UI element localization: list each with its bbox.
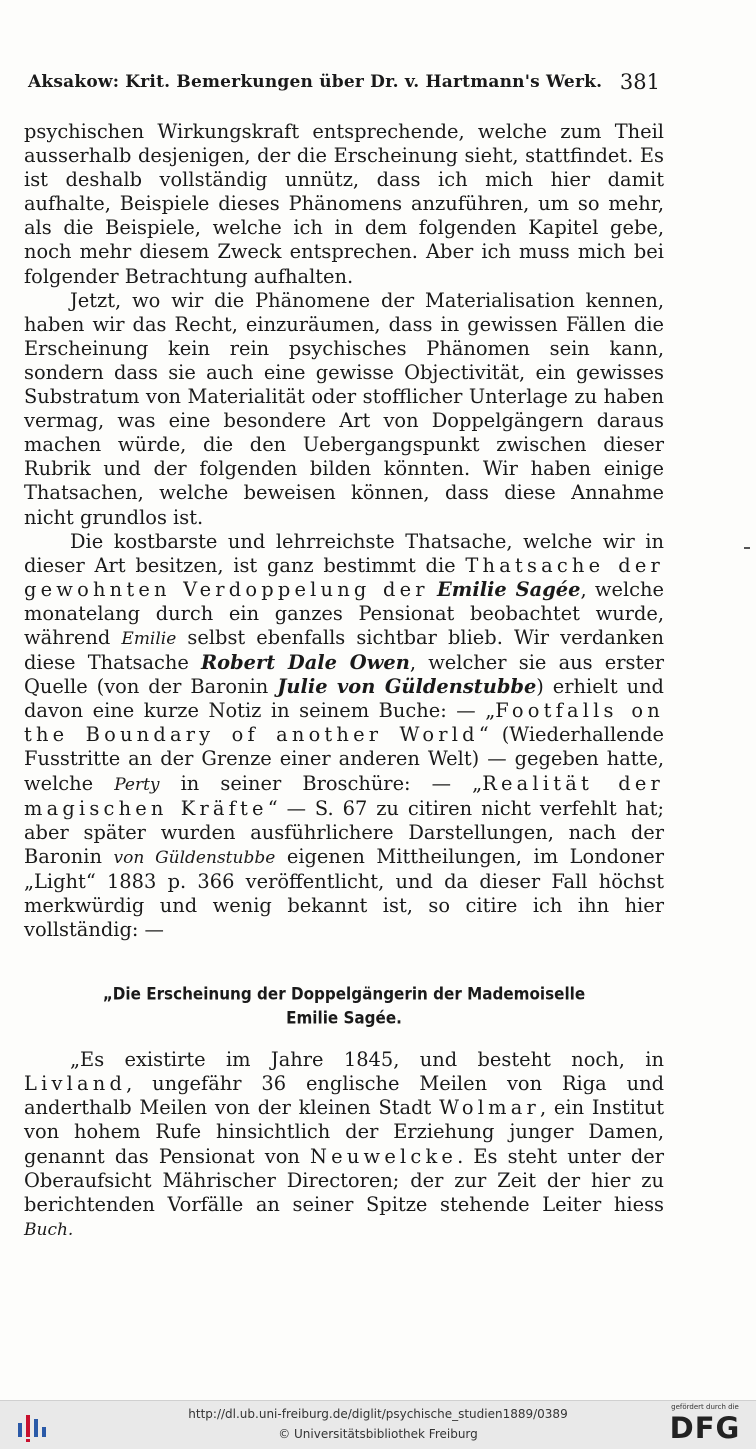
p3-text-c: selbst ebenfalls sichtbar blieb. Wir verdanken diese Thatsache bbox=[24, 625, 664, 675]
book-title-footfalls: Footfalls on the Boundary of another World bbox=[24, 699, 664, 747]
viewer-footer bbox=[0, 1400, 756, 1449]
name-buch: Buch. bbox=[24, 1219, 74, 1240]
margin-mark bbox=[744, 547, 750, 549]
book-title-realitaet: Realität der magischen Kräfte bbox=[24, 771, 665, 820]
place-wolmar: Wolmar bbox=[439, 1096, 540, 1120]
section-title bbox=[24, 982, 664, 1030]
name-emilie-sagee: Emilie Sagée bbox=[437, 577, 581, 601]
p4-text-a: „Es existirte im Jahre 1845, und besteht noch, in bbox=[70, 1048, 664, 1072]
copyright-notice: © Universitätsbibliothek Freiburg bbox=[278, 1427, 478, 1441]
body-text bbox=[24, 120, 664, 1242]
p3-text-i: eigenen Mittheilungen, im Londoner „Light“ 1883 p. 366 veröffentlicht, und da dieser Fall höchst merkwürdig und wenig bekannt ist, so citire ich ihn hier vollständig: — bbox=[24, 844, 664, 942]
p3-text-a: Die kostbarste und lehrreichste Thatsache, welche wir in dieser Art besitzen, ist ganz bestimmt die bbox=[24, 529, 664, 577]
p3-spaced-a: Thatsache der gewohnten Verdoppelung der bbox=[24, 553, 664, 601]
p4-text-c: , ein Institut von hohem Rufe hinsichtlich der Erziehung junger Damen, genannt das Pensionat von bbox=[24, 1096, 665, 1168]
place-neuwelcke: Neuwelcke bbox=[310, 1144, 458, 1168]
name-robert-dale-owen: Robert Dale Owen bbox=[201, 651, 410, 675]
permalink-url[interactable]: http://dl.ub.uni-freiburg.de/diglit/psychische_studien1889/0389 bbox=[188, 1407, 568, 1421]
dfg-caption: gefördert durch die bbox=[671, 1403, 739, 1411]
p3-text-b: , welche monatelang durch ein ganzes Pensionat beobachtet wurde, während bbox=[24, 577, 664, 649]
dfg-logo bbox=[664, 1403, 746, 1447]
name-emilie: Emilie bbox=[121, 628, 177, 649]
p3-text-g: in seiner Broschüre: — „ bbox=[180, 771, 483, 795]
section-title-line-2: Emilie Sagée. bbox=[286, 1008, 402, 1029]
p3-text-h: “ — S. 67 zu citiren nicht verfehlt hat; aber später wurden ausführlichere Darstellungen, nach der Baronin bbox=[24, 796, 665, 868]
p4-text-d: . Es steht unter der Oberaufsicht Mährischer Directoren; der zur Zeit der hier zu berichtenden Vorfälle an seiner Spitze stehende Leiter hiess bbox=[24, 1144, 664, 1216]
paragraph-3 bbox=[24, 530, 664, 943]
p3-text-d: , welcher sie aus erster Quelle (von der Baronin bbox=[24, 651, 665, 699]
name-perty: Perty bbox=[114, 774, 160, 795]
page-number: 381 bbox=[619, 70, 660, 94]
place-livland: Livland bbox=[24, 1072, 127, 1096]
paragraph-1: psychischen Wirkungskraft entsprechende, welche zum Theil ausserhalb desjenigen, der die Erscheinung sieht, stattfindet. Es ist deshalb vollständig unnütz, dass ich mich hier damit aufhalte, Beispiele dieses Phänomens anzuführen, um so mehr, als die Beispiele, welche ich in dem folgenden Kapitel gebe, noch mehr diesem Zweck entsprechen. Aber ich muss mich bei folgender Betrachtung aufhalten. bbox=[24, 120, 664, 288]
paragraph-2: Jetzt, wo wir die Phänomene der Materialisation kennen, haben wir das Recht, einzuräumen, dass in gewissen Fällen die Erscheinung kein rein psychisches Phänomen sein kann, sondern dass sie auch eine gewisse Objectivität, ein gewisses Substratum von Materialität oder stofflicher Unterlage zu haben vermag, was eine besondere Art von Doppelgängern daraus machen würde, die den Uebergangspunkt zwischen dieser Rubrik und der folgenden bilden könnten. Wir haben einige Thatsachen, welche beweisen können, dass diese Annahme nicht grundlos ist. bbox=[24, 288, 664, 529]
running-title: Aksakow: Krit. Bemerkungen über Dr. v. Hartmann's Werk. bbox=[28, 72, 603, 92]
paragraph-4 bbox=[24, 1048, 664, 1242]
p4-text-b: , ungefähr 36 englische Meilen von Riga und anderthalb Meilen von der kleinen Stadt bbox=[24, 1072, 664, 1120]
p3-text-f: “ (Wiederhallende Fusstritte an der Grenze einer anderen Welt) — gegeben hatte, welche bbox=[24, 723, 664, 795]
section-title-line-1: „Die Erscheinung der Doppelgängerin der Mademoiselle bbox=[102, 984, 586, 1004]
dfg-wordmark: DFG bbox=[669, 1411, 741, 1445]
name-julie-von-gueldenstubbe: Julie von Güldenstubbe bbox=[277, 675, 537, 699]
name-von-gueldenstubbe: von Güldenstubbe bbox=[113, 847, 276, 868]
p3-text-e: ) erhielt und davon eine kurze Notiz in seinem Buche: — „ bbox=[24, 675, 664, 723]
